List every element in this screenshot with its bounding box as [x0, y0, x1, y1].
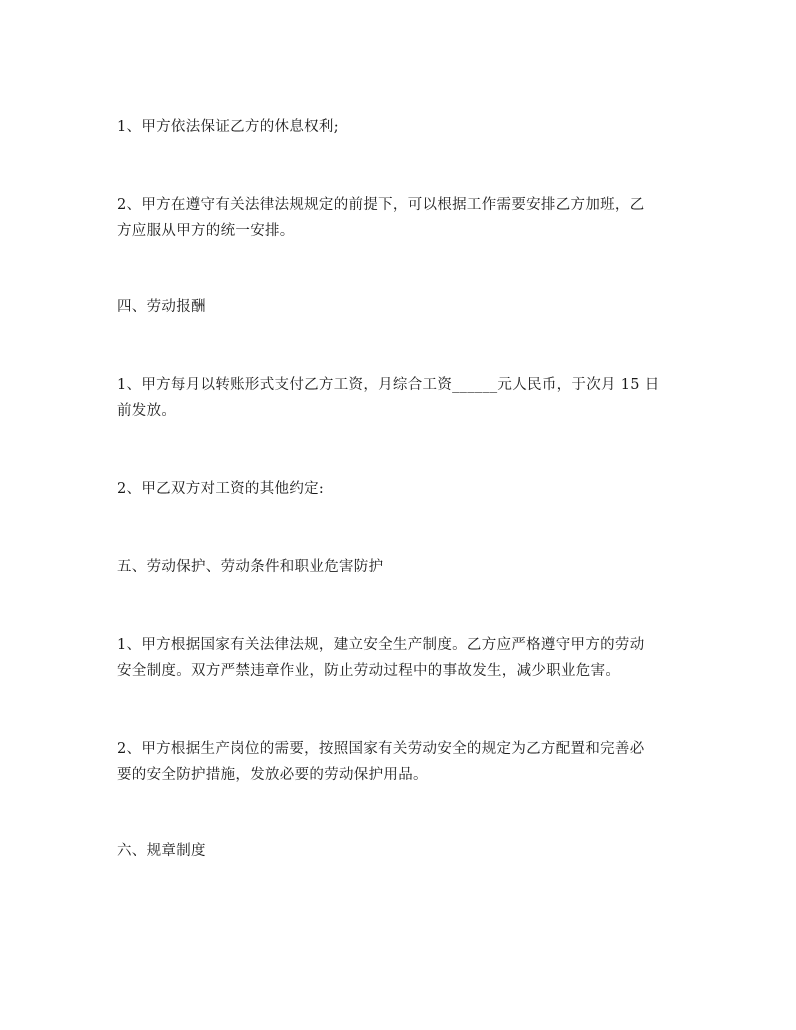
section-heading-labor-protection — [117, 554, 683, 580]
clause-protective-measures — [117, 736, 683, 788]
clause-overtime — [117, 192, 683, 244]
text-line: 2、甲方根据生产岗位的需要，按照国家有关劳动安全的规定为乙方配置和完善必 — [117, 741, 645, 757]
clause-monthly-salary — [117, 372, 683, 424]
text-line: 2、甲乙双方对工资的其他约定: — [117, 481, 325, 497]
heading-text: 五、劳动保护、劳动条件和职业危害防护 — [117, 559, 384, 575]
heading-text: 六、规章制度 — [117, 843, 206, 859]
text-line: 前发放。 — [117, 403, 177, 419]
text-line: 1、甲方每月以转账形式支付乙方工资，月综合工资______元人民币，于次月 15 日 — [117, 377, 660, 393]
text-line: 安全制度。双方严禁违章作业，防止劳动过程中的事故发生，减少职业危害。 — [117, 663, 621, 679]
heading-text: 四、劳动报酬 — [117, 299, 206, 315]
text-line: 2、甲方在遵守有关法律法规规定的前提下，可以根据工作需要安排乙方加班，乙 — [117, 197, 645, 213]
clause-rest-rights — [117, 114, 683, 140]
text-line: 方应服从甲方的统一安排。 — [117, 223, 295, 239]
clause-other-salary-terms — [117, 476, 683, 502]
text-line: 要的安全防护措施，发放必要的劳动保护用品。 — [117, 767, 428, 783]
section-heading-remuneration — [117, 294, 683, 320]
text-line: 1、甲方依法保证乙方的休息权利; — [117, 119, 339, 135]
text-line: 1、甲方根据国家有关法律法规，建立安全生产制度。乙方应严格遵守甲方的劳动 — [117, 637, 645, 653]
section-heading-rules — [117, 838, 683, 864]
clause-safety-system — [117, 632, 683, 684]
